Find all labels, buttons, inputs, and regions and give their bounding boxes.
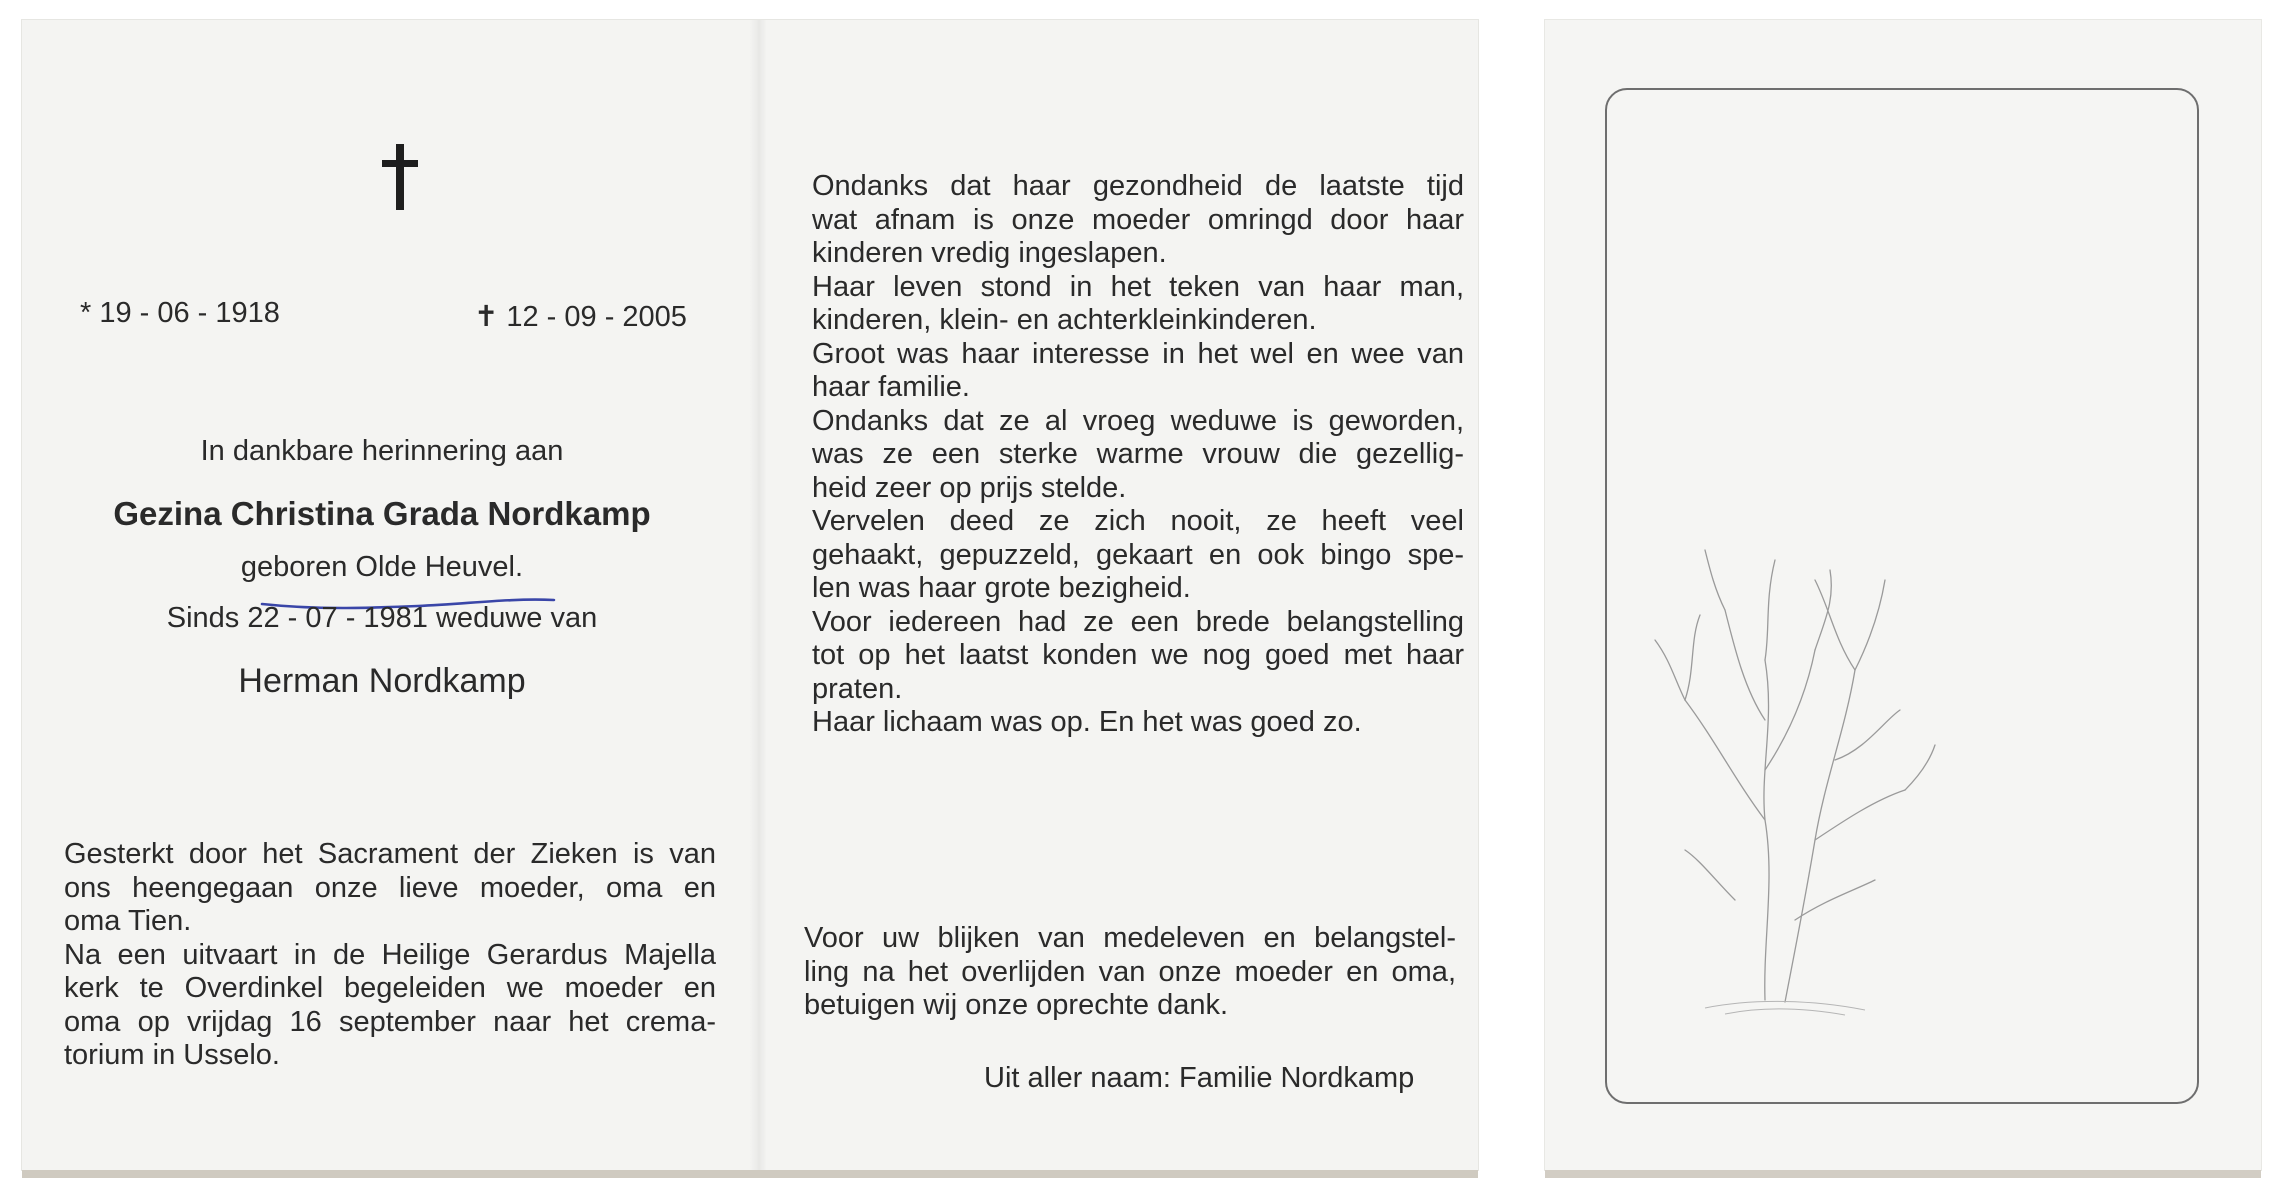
cross-icon [370,138,430,218]
text-line: kerk te Overdinkel begeleiden we moeder en [64,972,716,1004]
death-date: ✝ 12 - 09 - 2005 [474,301,687,333]
text-line: wat afnam is onze moeder omringd door haar [812,203,1464,236]
text-line: oma op vrijdag 16 september naar het crema- [64,1005,716,1038]
text-line: len was haar grote bezigheid. [812,572,1191,604]
text-line: Vervelen deed ze zich nooit, ze heeft veel [812,505,1464,537]
text-line: ling na het overlijden van onze moeder en oma, [804,955,1456,988]
text-line: Na een uitvaart in de Heilige Gerardus Majella [64,938,716,971]
left-paragraph [64,838,716,1073]
deceased-name: Gezina Christina Grada Nordkamp [113,495,651,532]
folded-card-inside [22,20,1478,1170]
text-line: torium in Usselo. [64,1039,280,1071]
text-line: Ondanks dat ze al vroeg weduwe is geworden, [812,404,1464,437]
text-line: gehaakt, gepuzzeld, gekaart en ook bingo spe- [812,538,1464,571]
text-line: praten. [812,672,903,705]
text-line: ons heengegaan onze lieve moeder, oma en [64,871,716,904]
text-line: Ondanks dat haar gezondheid de laatste tijd [812,170,1464,202]
text-line: kinderen vredig ingeslapen. [812,237,1167,269]
husband-name: Herman Nordkamp [238,662,526,700]
maiden-name: geboren Olde Heuvel. [240,551,524,583]
text-line: was ze een sterke warme vrouw die gezellig- [812,438,1464,470]
family-signature: Uit aller naam: Familie Nordkamp [984,1062,1415,1094]
text-line: Voor uw blijken van medeleven en belangstel- [804,922,1456,954]
text-line: Haar lichaam was op. En het was goed zo. [812,706,1362,738]
card-front [1545,20,2261,1170]
text-line: Haar leven stond in het teken van haar man, [812,270,1464,303]
card-fold [749,20,767,1170]
intro-text: In dankbare herinnering aan [200,435,564,467]
text-line: kinderen, klein- en achterkleinkinderen. [812,304,1317,336]
right-paragraph [812,170,1464,740]
text-line: haar familie. [812,371,970,403]
text-line: Gesterkt door het Sacrament der Zieken is van [64,838,716,870]
text-line: betuigen wij onze oprechte dank. [804,989,1229,1021]
text-line: heid zeer op prijs stelde. [812,471,1127,504]
text-line: tot op het laatst konden we nog goed met haar [812,639,1464,671]
text-line: Groot was haar interesse in het wel en wee van [812,337,1464,370]
text-line: Voor iedereen had ze een brede belangstelling [812,605,1464,638]
birth-date: * 19 - 06 - 1918 [80,297,280,329]
text-line: oma Tien. [64,905,192,937]
widow-since: Sinds 22 - 07 - 1981 weduwe van [166,602,598,634]
bare-tree-icon [1615,520,1945,1020]
thanks-paragraph [804,922,1456,1023]
